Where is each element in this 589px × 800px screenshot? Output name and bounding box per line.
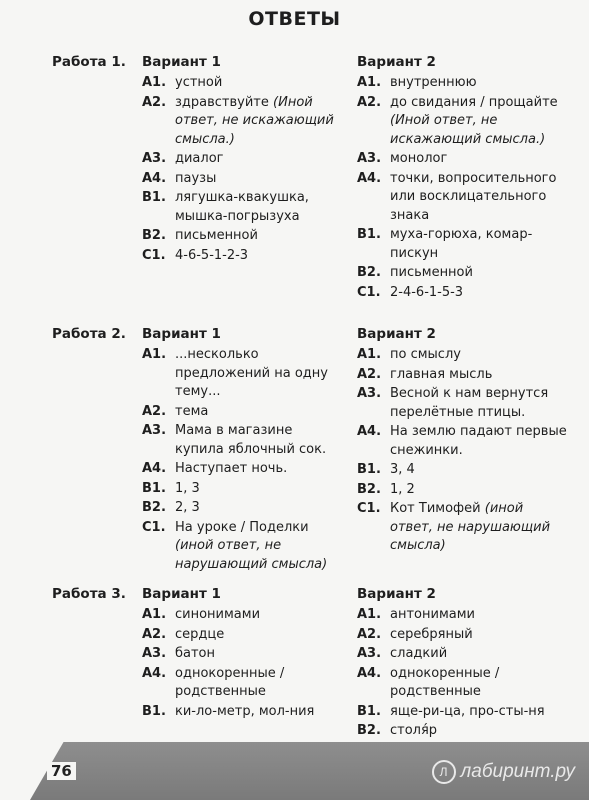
answer-text: здравствуйте — [175, 94, 269, 110]
answer-text: 2-4-6-1-5-3 — [390, 284, 464, 300]
answer-text: муха-горюха, комар-пискун — [390, 227, 533, 261]
answer-code: С1. — [142, 519, 166, 535]
answer-item — [142, 480, 337, 499]
answer-item — [357, 500, 567, 556]
answer-item — [142, 460, 337, 479]
answer-code: А4. — [357, 665, 382, 681]
answer-item — [357, 74, 567, 93]
answer-text: Наступает ночь. — [175, 461, 288, 476]
answer-text: однокоренные / родственные — [390, 665, 500, 699]
answer-code: А2. — [357, 626, 382, 642]
variant-heading: Вариант 1 — [142, 326, 221, 342]
variant-column — [142, 326, 337, 575]
answer-text: лягушка-квакушка, мышка-погрызуха — [175, 190, 309, 224]
answer-code: А2. — [142, 626, 167, 642]
answer-text: Кот Тимофей — [390, 501, 481, 516]
answer-code: В2. — [142, 228, 166, 243]
watermark-text: лабиринт.ру — [460, 761, 575, 782]
answer-item — [142, 170, 337, 189]
answer-item — [357, 722, 567, 741]
answer-code: А1. — [357, 75, 382, 90]
watermark — [432, 760, 575, 784]
page-title: ОТВЕТЫ — [248, 8, 341, 30]
work-title: Работа 1. — [52, 54, 126, 70]
answer-item — [357, 481, 567, 500]
work-block — [0, 586, 589, 738]
answer-code: А4. — [357, 170, 382, 186]
answer-item — [142, 422, 337, 459]
answer-code: А3. — [357, 386, 382, 401]
answer-code: С1. — [357, 501, 381, 516]
answer-text: главная мысль — [390, 366, 493, 382]
answer-text: письменной — [175, 228, 258, 243]
answer-item — [142, 703, 337, 722]
answer-code: В1. — [357, 462, 381, 477]
answer-code: А1. — [357, 607, 382, 622]
answer-code: С1. — [357, 284, 381, 300]
variant-column — [142, 586, 337, 722]
answer-text: 1, 2 — [390, 481, 415, 497]
answer-text: монолог — [390, 151, 448, 166]
answer-code: В1. — [357, 227, 381, 242]
answer-text: диалог — [175, 151, 224, 166]
answer-text: до свидания / прощайте — [390, 94, 558, 110]
page-footer — [0, 742, 589, 800]
answer-code: В1. — [142, 703, 166, 719]
answer-text: На уроке / Поделки — [175, 519, 309, 535]
answer-code: А2. — [142, 403, 167, 419]
answer-item — [142, 74, 337, 93]
answer-code: А4. — [357, 424, 382, 439]
answer-text: Весной к нам вернутся перелётные птицы. — [390, 386, 549, 420]
answer-code: В1. — [357, 703, 381, 719]
answer-code: А1. — [142, 607, 167, 622]
answer-code: А3. — [142, 646, 167, 661]
answer-text: внутреннюю — [390, 75, 477, 90]
answer-code: В2. — [357, 723, 381, 738]
answer-text: 2, 3 — [175, 500, 200, 515]
answer-item — [357, 606, 567, 625]
answer-item — [142, 346, 337, 402]
answer-text: однокоренные / родственные — [175, 665, 285, 699]
answer-text: ...несколько предложений на одну тему... — [175, 347, 328, 399]
answer-text: 1, 3 — [175, 480, 200, 496]
answer-code: А3. — [142, 151, 167, 166]
answer-code: В2. — [357, 481, 381, 497]
answer-item — [357, 264, 567, 283]
answer-item — [357, 346, 567, 365]
answer-text: устной — [175, 75, 223, 90]
answer-code: В2. — [142, 500, 166, 515]
answer-code: В1. — [142, 190, 166, 205]
answer-text: 3, 4 — [390, 462, 415, 477]
variant-heading: Вариант 2 — [357, 326, 436, 342]
answer-text: столя́р — [390, 723, 438, 738]
answer-text: серебряный — [390, 626, 473, 642]
answer-text: сердце — [175, 626, 225, 642]
answer-code: А4. — [142, 461, 167, 476]
answer-text: Мама в магазине купила яблочный сок. — [175, 423, 327, 457]
answer-item — [357, 461, 567, 480]
answer-item — [357, 226, 567, 263]
variant-heading: Вариант 2 — [357, 586, 436, 602]
work-title: Работа 2. — [52, 326, 126, 342]
answer-code: А2. — [357, 366, 382, 382]
page-number: 76 — [47, 762, 76, 780]
answer-code: А2. — [142, 94, 167, 110]
answer-code: С1. — [142, 247, 166, 263]
answer-item — [357, 665, 567, 702]
answer-item — [142, 189, 337, 226]
variant-column — [357, 54, 567, 303]
answer-code: А3. — [142, 423, 167, 438]
answer-note: (иной ответ, не нарушающий смысла) — [175, 538, 328, 572]
answer-note: (Иной ответ, не искажающий смысла.) — [390, 113, 546, 147]
labirint-logo-icon: Л — [432, 760, 456, 784]
answer-code: А1. — [142, 75, 167, 90]
answer-note: (Иной ответ, не искажающий смысла.) — [175, 94, 334, 147]
answer-text: письменной — [390, 265, 473, 280]
variant-heading: Вариант 2 — [357, 54, 436, 70]
answer-code: А4. — [142, 665, 167, 681]
answer-item — [357, 284, 567, 303]
answer-text: антонимами — [390, 607, 475, 622]
variant-column — [142, 54, 337, 266]
work-block — [0, 54, 589, 300]
variant-column — [357, 586, 567, 742]
answer-text: батон — [175, 646, 216, 661]
answer-item — [142, 606, 337, 625]
answer-code: А2. — [357, 94, 382, 110]
answer-item — [357, 94, 567, 150]
answer-item — [357, 703, 567, 722]
answer-text: по смыслу — [390, 347, 461, 362]
answer-code: В2. — [357, 265, 381, 280]
answer-code: А3. — [357, 646, 382, 661]
answer-code: А1. — [357, 347, 382, 362]
variant-column — [357, 326, 567, 557]
answer-item — [142, 519, 337, 575]
answer-code: А4. — [142, 170, 167, 186]
variant-heading: Вариант 1 — [142, 586, 221, 602]
answer-item — [357, 385, 567, 422]
answer-code: А3. — [357, 151, 382, 166]
answer-item — [142, 94, 337, 150]
answer-text: синонимами — [175, 607, 261, 622]
answer-text: На землю падают первые снежинки. — [390, 424, 567, 458]
answer-item — [357, 366, 567, 385]
answer-item — [142, 403, 337, 422]
answer-item — [142, 150, 337, 169]
work-title: Работа 3. — [52, 586, 126, 602]
answer-item — [142, 626, 337, 645]
answer-text: сладкий — [390, 646, 448, 661]
answer-item — [142, 499, 337, 518]
answer-text: паузы — [175, 170, 217, 186]
answer-text: яще-ри-ца, про-сты-ня — [390, 703, 545, 719]
answer-item — [357, 423, 567, 460]
answer-item — [142, 247, 337, 266]
answer-text: 4-6-5-1-2-3 — [175, 247, 249, 263]
answer-text: тема — [175, 403, 209, 419]
answer-item — [357, 645, 567, 664]
answer-item — [357, 150, 567, 169]
answer-code: В1. — [142, 480, 166, 496]
answer-item — [142, 645, 337, 664]
answer-item — [357, 626, 567, 645]
answer-text: точки, вопросительного или восклицательного знака — [390, 170, 557, 223]
answer-note: (иной ответ, не нарушающий смысла) — [390, 501, 551, 553]
answer-item — [357, 170, 567, 226]
answer-text: ки-ло-метр, мол-ния — [175, 703, 315, 719]
variant-heading: Вариант 1 — [142, 54, 221, 70]
work-block — [0, 326, 589, 572]
answer-item — [142, 665, 337, 702]
answer-item — [142, 227, 337, 246]
answer-code: А1. — [142, 347, 167, 362]
